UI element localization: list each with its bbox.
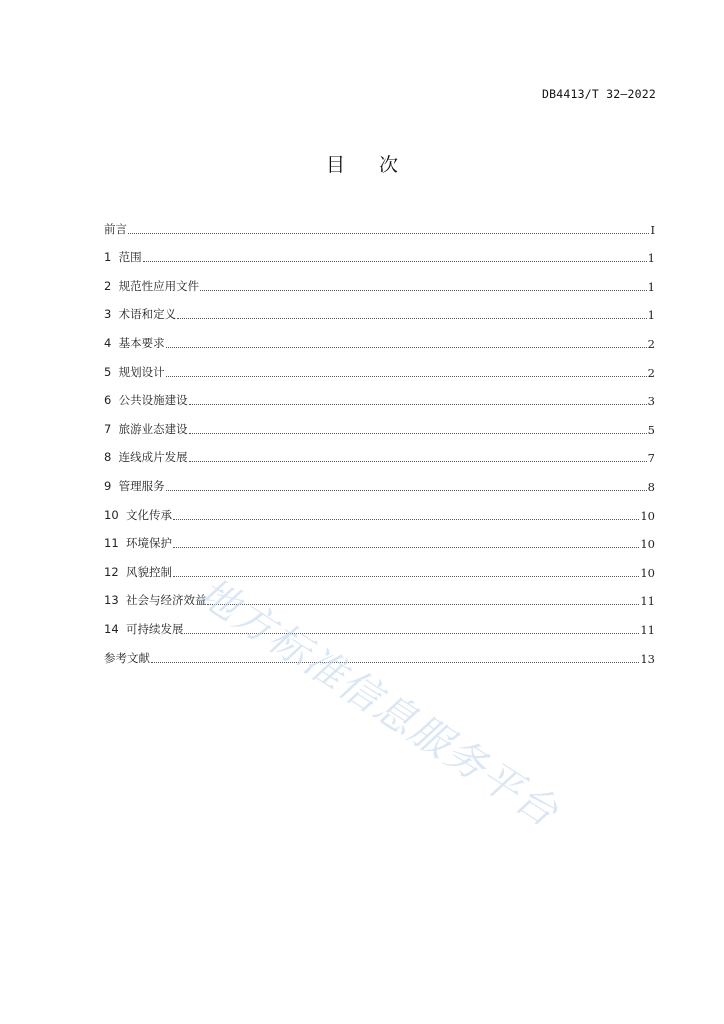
toc-entry-page: 1 bbox=[647, 279, 655, 294]
toc-entry-7[interactable] bbox=[104, 408, 655, 437]
dot-leader bbox=[166, 489, 647, 491]
dot-leader bbox=[166, 346, 647, 348]
dot-leader bbox=[189, 403, 647, 405]
toc-entry-preface[interactable] bbox=[104, 208, 655, 237]
toc-entry-page: 1 bbox=[647, 251, 655, 266]
table-of-contents bbox=[104, 208, 655, 666]
toc-entry-page: 3 bbox=[647, 394, 655, 409]
toc-entry-10[interactable] bbox=[104, 494, 655, 523]
toc-entry-2[interactable] bbox=[104, 265, 655, 294]
watermark: 地方标准信息服务平台 bbox=[189, 569, 567, 837]
toc-entry-9[interactable] bbox=[104, 465, 655, 494]
toc-entry-12[interactable] bbox=[104, 551, 655, 580]
toc-entry-page: 11 bbox=[640, 622, 655, 637]
toc-entry-page: 10 bbox=[640, 537, 655, 552]
toc-entry-references[interactable] bbox=[104, 637, 655, 666]
toc-entry-page: 2 bbox=[647, 336, 655, 351]
toc-entry-label: 3 术语和定义 bbox=[104, 307, 177, 322]
dot-leader bbox=[189, 432, 647, 434]
dot-leader bbox=[189, 460, 647, 462]
toc-entry-label: 9 管理服务 bbox=[104, 478, 165, 493]
toc-entry-label: 4 基本要求 bbox=[104, 335, 165, 350]
dot-leader bbox=[143, 260, 647, 262]
toc-entry-page: 10 bbox=[640, 508, 655, 523]
toc-entry-page: 5 bbox=[647, 422, 655, 437]
toc-entry-page: I bbox=[650, 222, 655, 237]
toc-title-right: 次 bbox=[379, 154, 399, 176]
toc-entry-label: 12 风貌控制 bbox=[104, 564, 172, 579]
toc-entry-page: 10 bbox=[640, 565, 655, 580]
dot-leader bbox=[184, 632, 639, 634]
toc-entry-page: 7 bbox=[647, 451, 655, 466]
toc-entry-label: 8 连线成片发展 bbox=[104, 450, 188, 465]
toc-entry-page: 1 bbox=[647, 308, 655, 323]
dot-leader bbox=[151, 661, 639, 663]
toc-entry-page: 2 bbox=[647, 365, 655, 380]
toc-entry-14[interactable] bbox=[104, 608, 655, 637]
toc-entry-page: 11 bbox=[640, 594, 655, 609]
toc-entry-label: 13 社会与经济效益 bbox=[104, 593, 207, 608]
toc-entry-label: 参考文献 bbox=[104, 650, 150, 665]
toc-entry-label: 2 规范性应用文件 bbox=[104, 278, 200, 293]
toc-entry-label: 6 公共设施建设 bbox=[104, 393, 188, 408]
dot-leader bbox=[200, 289, 647, 291]
toc-entry-6[interactable] bbox=[104, 380, 655, 409]
toc-entry-page: 8 bbox=[647, 479, 655, 494]
dot-leader bbox=[166, 375, 647, 377]
toc-entry-8[interactable] bbox=[104, 437, 655, 466]
dot-leader bbox=[173, 575, 639, 577]
toc-entry-label: 7 旅游业态建设 bbox=[104, 421, 188, 436]
toc-entry-4[interactable] bbox=[104, 322, 655, 351]
toc-entry-13[interactable] bbox=[104, 580, 655, 609]
dot-leader bbox=[173, 518, 639, 520]
dot-leader bbox=[207, 603, 639, 605]
document-code: DB4413/T 32—2022 bbox=[542, 87, 656, 101]
toc-title-left: 目 bbox=[325, 154, 345, 176]
toc-entry-label: 1 范围 bbox=[104, 250, 142, 265]
toc-entry-label: 10 文化传承 bbox=[104, 507, 172, 522]
toc-entry-1[interactable] bbox=[104, 237, 655, 266]
toc-entry-label: 11 环境保护 bbox=[104, 536, 172, 551]
dot-leader bbox=[177, 317, 647, 319]
toc-title bbox=[0, 150, 724, 177]
toc-entry-5[interactable] bbox=[104, 351, 655, 380]
toc-entry-11[interactable] bbox=[104, 523, 655, 552]
dot-leader bbox=[173, 546, 639, 548]
toc-entry-label: 5 规划设计 bbox=[104, 364, 165, 379]
toc-entry-page: 13 bbox=[640, 651, 655, 666]
toc-entry-3[interactable] bbox=[104, 294, 655, 323]
toc-entry-label: 14 可持续发展 bbox=[104, 621, 184, 636]
dot-leader bbox=[128, 232, 649, 234]
toc-entry-label: 前言 bbox=[104, 221, 127, 236]
